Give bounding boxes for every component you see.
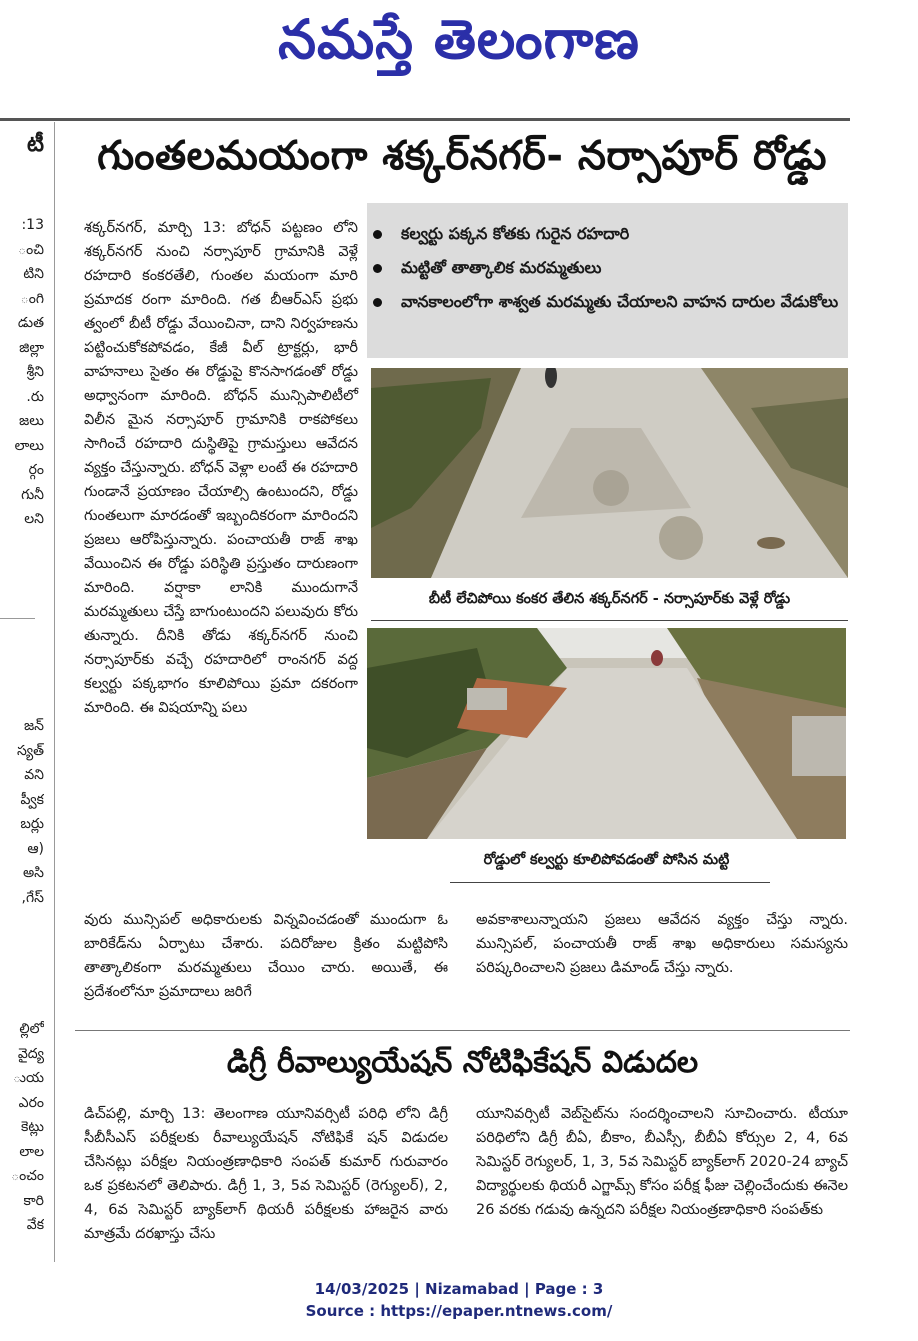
left-fragments-b (0, 714, 44, 910)
article-2-column-1 (84, 1102, 448, 1260)
clipped-column-fragment: ుయ (13, 1070, 44, 1086)
article-body-text: డిచ్‌పల్లి, మార్చి 13: తెలంగాణ యూనివర్సిటీ పరిధి లోని డిగ్రీ సీబీసీఎస్‌ పరీక్షలకు రీవాల్యుయేషన్‌ నోటిఫికే షన్‌ విడుదల చేసినట్లు పరీక్షల నియంత్రణాధికారి సంపత్‌ కుమార్‌ గురువారం ఒక ప్రకటనలో తెలిపారు. డిగ్రీ 1, 3, 5వ సెమిస్టర్‌ (రెగ్యులర్‌), 2, 4, 6వ సెమిస్టర్‌ బ్యాక్‌లాగ్‌ థియరీ పరీక్షలకు హాజరైన వారు మాత్రమే దరఖాస్తు చేసు (84, 1106, 448, 1242)
clipped-column-fragment: వేక (26, 1217, 44, 1233)
clipped-column-fragment: లాలు (14, 437, 44, 454)
clipped-column-fragment: జిల్లా (19, 339, 44, 356)
clipped-column-fragment: కెట్లు (21, 1119, 44, 1135)
clipped-column-fragment: ల్లిలో (19, 1021, 44, 1037)
clipped-column-fragment: వని (24, 767, 44, 783)
newspaper-masthead: నమస్తే తెలంగాణ (278, 8, 640, 71)
clipped-column-fragment: గునీ (21, 486, 44, 503)
clipped-column-fragment: ర్గం (28, 462, 44, 478)
clipped-column-fragment: జలు (18, 413, 44, 429)
road-photo-2-image (367, 628, 846, 839)
clipped-column-fragment: (ఆ (27, 840, 44, 857)
highlights-box (367, 203, 848, 358)
clipped-column-fragment: ప్వీక (20, 791, 44, 808)
clipped-column-fragment: స్యత్ (17, 742, 44, 759)
photo-1-caption: బీటీ లేచిపోయి కంకర తేలిన శక్కర్‌నగర్‌ - నర్సాపూర్‌కు వెళ్లే రోడ్డు (428, 591, 791, 607)
article-body-column-2 (476, 908, 848, 980)
clipped-column-fragment: ంచి (18, 241, 44, 258)
clipped-column-fragment: వైద్య (17, 1045, 44, 1062)
footer-source-link[interactable]: Source : https://epaper.ntnews.com/ (305, 1302, 613, 1320)
article-separator (75, 1030, 850, 1031)
clipped-column-fragment: డుత (17, 315, 44, 331)
left-fragments-c (0, 1017, 44, 1238)
article-body-text: యూనివర్సిటీ వెబ్‌సైట్‌ను సందర్శించాలని సూచించారు. టీయూ పరిధిలోని డిగ్రీ బీఏ, బీకాం, బీఎస్సీ, బీబీఏ కోర్సుల 2, 4, 6వ సెమిస్టర్‌ రెగ్యులర్‌, 1, 3, 5వ సెమిస్టర్‌ బ్యాక్‌లాగ్‌ 2020-24 బ్యాచ్‌ విద్యార్థులకు థియరీ ఎగ్జామ్స్‌ కోసం పరీక్ష ఫీజు చెల్లించేందుకు ఈనెల 26 వరకు గడువు ఉన్నదని పరీక్షల నియంత్రణాధికారి సంపత్‌కు (476, 1106, 848, 1218)
article-body-text: శక్కర్‌నగర్‌, మార్చి 13: బోధన్‌ పట్టణం లోని శక్కర్‌నగర్‌ నుంచి నర్సాపూర్‌ గ్రామానికి వెళ్లే రహదారి కంకరతేలి, గుంతల మయంగా మారి ప్రమాదక రంగా మారింది. గత బీఆర్‌ఎస్‌ ప్రభు త్వంలో బీటీ రోడ్డు వేయించినా, దాని నిర్వహణను పట్టించుకోకపోవడం, కేజీ వీల్‌ ట్రాక్టర్లు, భారీ వాహనాలు సైతం ఈ రోడ్డుపై కొనసాగడంతో రోడ్డు అధ్వానంగా మారింది. బోధన్‌ మున్సిపాలిటీలో విలీన మైన నర్సాపూర్‌ గ్రామానికి రాకపోకలు సాగించే రహదారి దుస్థితిపై గ్రామస్తులు ఆవేదన వ్యక్తం చేస్తున్నారు. బోధన్‌ వెళ్లా లంటే ఈ రహదారి గుండానే ప్రయాణం చేయాల్సి ఉంటుందని, రోడ్డు గుంతలుగా మారడంతో ఇబ్బందికరంగా మారిందని ప్రజలు ఆరోపిస్తున్నారు. పంచాయతీ రాజ్‌ శాఖ వేయించిన ఈ రోడ్డు పరిస్థితి ప్రస్తుతం దారుణంగా మారింది. వర్షాకా లానికి ముందుగానే మరమ్మతులు చేస్తే బాగుంటుందని పలువురు కోరు తున్నారు. దీనికి తోడు శక్కర్‌నగర్‌ నుంచి నర్సాపూర్‌కు వచ్చే రహదారిలో రాంనగర్‌ వద్ద కల్వర్టు పక్కభాగం కూలిపోయి ప్రమా దకరంగా మారింది. ఈ విషయాన్ని పలు (84, 220, 358, 716)
left-fragments-a (0, 213, 44, 532)
left-fragments-top (0, 130, 44, 160)
highlights-list (367, 203, 848, 319)
bullet-icon (373, 298, 382, 307)
article-headline: గుంతలమయంగా శక్కర్‌నగర్‌- నర్సాపూర్‌ రోడ్డు (97, 133, 827, 179)
clipped-column-fragment: బర్లు (20, 816, 44, 832)
road-photo-1-image (371, 368, 848, 578)
clipped-column-fragment: టిని (23, 266, 44, 282)
article-body-text: వురు మున్సిపల్‌ అధికారులకు విన్నవించడంతో ముందుగా ఓ బారికేడ్‌ను ఏర్పాటు చేశారు. పదిరోజుల క్రితం మట్టిపోసి తాత్కాలికంగా మరమ్మతులు చేయిం చారు. అయితే, ఈ ప్రదేశంలోనూ ప్రమాదాలు జరిగే (84, 912, 448, 1000)
clipped-column-fragment: లాల (19, 1143, 44, 1160)
bullet-icon (373, 230, 382, 239)
column-divider (54, 122, 55, 1262)
article-2-column-2 (476, 1102, 848, 1260)
left-section-rule (0, 618, 35, 619)
clipped-column-fragment: అసి (22, 865, 44, 881)
masthead-rule (0, 118, 850, 121)
bullet-icon (373, 264, 382, 273)
highlight-item: కల్వర్టు పక్కన కోతకు గురైన రహదారి (401, 217, 848, 251)
article-body-column-1b (84, 908, 448, 1004)
road-photo-1 (371, 368, 848, 578)
clipped-column-fragment: రు. (26, 388, 44, 405)
road-photo-2 (367, 628, 846, 839)
clipped-column-fragment: గేస్, (21, 889, 44, 906)
footer-date-edition: 14/03/2025 | Nizamabad | Page : 3 (314, 1280, 604, 1298)
caption-rule (450, 882, 770, 883)
clipped-column-fragment: శ్రీని (26, 364, 44, 380)
clipped-column-fragment: 13: (21, 217, 44, 233)
clipped-column-fragment: టీ (27, 132, 44, 157)
highlight-item: మట్టితో తాత్కాలిక మరమ్మతులు (401, 251, 848, 285)
photo-2-caption: రోడ్డులో కల్వర్టు కూలిపోవడంతో పోసిన మట్టి (483, 852, 730, 868)
article-body-column-1 (84, 216, 358, 720)
caption-rule (371, 620, 848, 621)
clipped-column-fragment: ంగి (20, 290, 44, 307)
article-body-text: అవకాశాలున్నాయని ప్రజలు ఆవేదన వ్యక్తం చేస్తు న్నారు. మున్సిపల్‌, పంచాయతీ రాజ్‌ శాఖ అధికారులు సమస్యను పరిష్కరించాలని ప్రజలు డిమాండ్‌ చేస్తు న్నారు. (476, 912, 848, 976)
article-2-headline: డిగ్రీ రీవాల్యుయేషన్‌ నోటిఫికేషన్‌ విడుదల (226, 1045, 699, 1080)
clipped-column-fragment: ంచం (11, 1168, 44, 1184)
clipped-column-fragment: కారి (23, 1192, 44, 1209)
clipped-column-fragment: ఎరం (18, 1094, 44, 1111)
highlight-item: వానకాలంలోగా శాశ్వత మరమ్మతు చేయాలని వాహన దారుల వేడుకోలు (401, 285, 848, 319)
clipped-column-fragment: లని (24, 511, 44, 527)
clipped-column-fragment: జన్ (23, 718, 44, 734)
